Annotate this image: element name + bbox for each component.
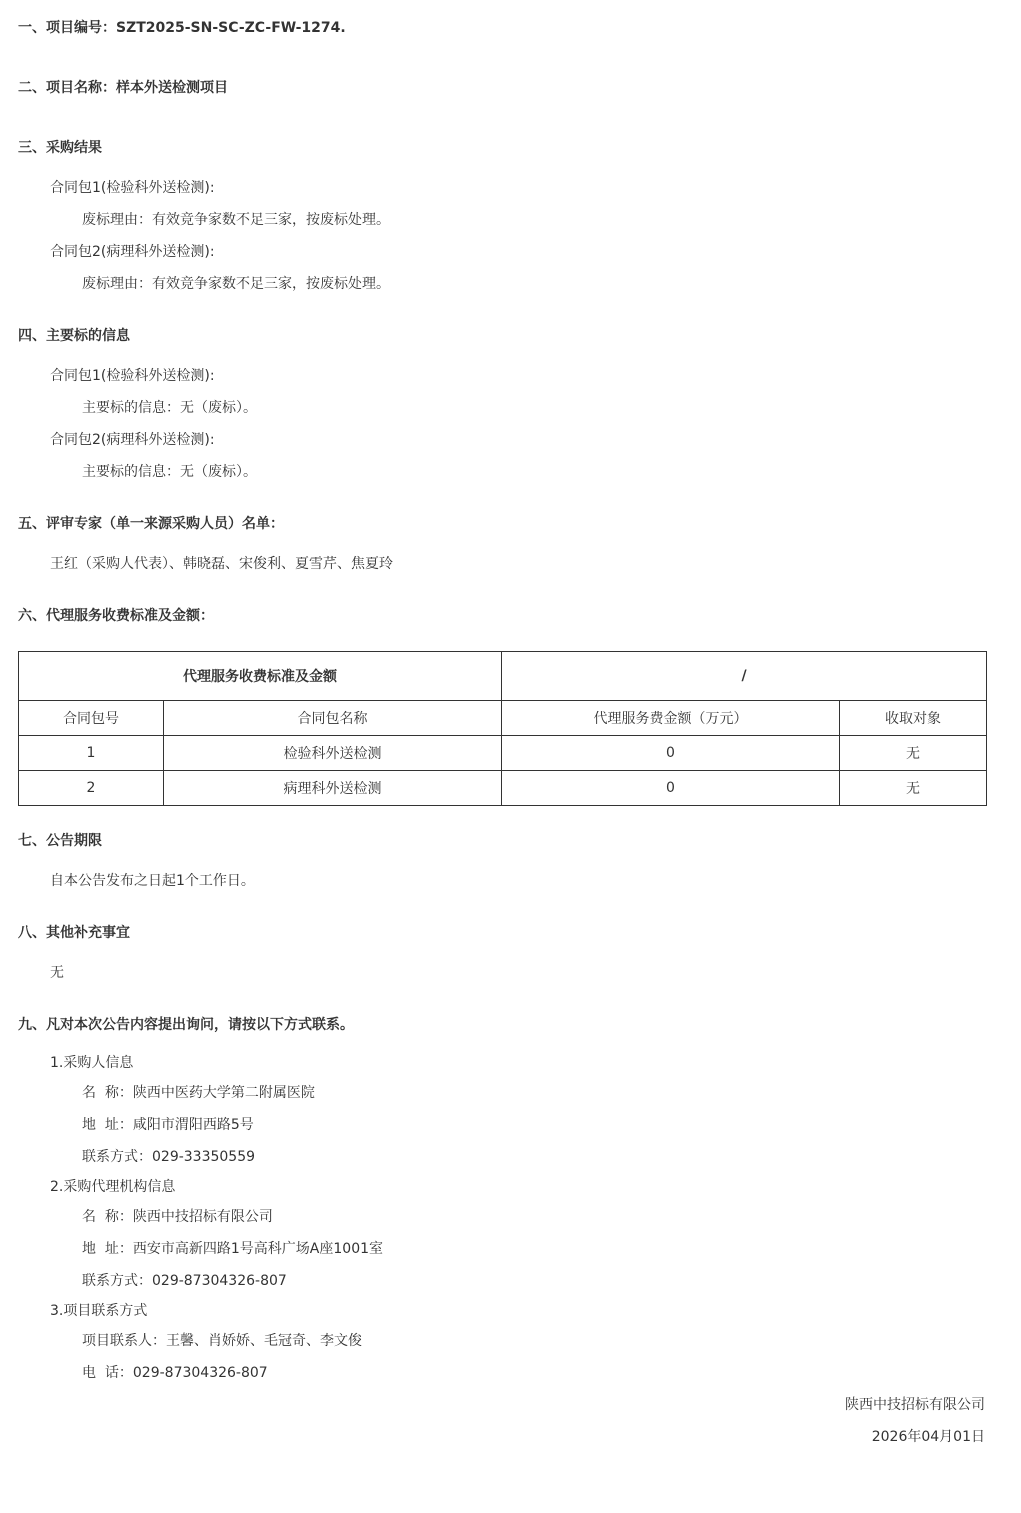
column-header: 合同包号 [19,701,164,736]
footer-company: 陕西中技招标有限公司 [845,1397,985,1413]
table-cell: 病理科外送检测 [164,771,502,806]
buyer-name: 名 称：陕西中医药大学第二附属医院 [82,1085,315,1101]
result-package-2: 合同包2(病理科外送检测): [50,244,215,260]
table-cell: 2 [19,771,164,806]
result-package-1: 合同包1(检验科外送检测): [50,180,215,196]
buyer-info-title: 1.采购人信息 [50,1055,134,1071]
agent-address: 地 址：西安市高新四路1号高科广场A座1001室 [82,1241,384,1257]
project-number: 一、项目编号：SZT2025-SN-SC-ZC-FW-1274. [18,20,346,36]
info-package-2-detail: 主要标的信息：无（废标）。 [82,464,257,480]
other-text: 无 [50,965,64,981]
agent-phone: 联系方式：029-87304326-807 [82,1273,287,1289]
buyer-address: 地 址：咸阳市渭阳西路5号 [82,1117,254,1133]
project-name: 二、项目名称：样本外送检测项目 [18,80,228,96]
project-contact-phone: 电 话：029-87304326-807 [82,1365,268,1381]
result-package-2-reason: 废标理由：有效竞争家数不足三家，按废标处理。 [82,276,390,292]
info-package-2: 合同包2(病理科外送检测): [50,432,215,448]
period-text: 自本公告发布之日起1个工作日。 [50,873,255,889]
section-title-main-info: 四、主要标的信息 [18,328,130,344]
agent-name: 名 称：陕西中技招标有限公司 [82,1209,273,1225]
table-cell: 检验科外送检测 [164,736,502,771]
section-title-contact: 九、凡对本次公告内容提出询问，请按以下方式联系。 [18,1017,354,1033]
info-package-1-detail: 主要标的信息：无（废标）。 [82,400,257,416]
section-title-other: 八、其他补充事宜 [18,925,130,941]
fee-table-header-right: / [502,652,987,701]
table-row [19,736,987,771]
table-cell: 无 [840,771,987,806]
table-cell: 1 [19,736,164,771]
fee-table-column-row [19,701,987,736]
column-header: 合同包名称 [164,701,502,736]
section-title-period: 七、公告期限 [18,833,102,849]
table-cell: 无 [840,736,987,771]
agent-info-title: 2.采购代理机构信息 [50,1179,176,1195]
fee-table [18,651,987,806]
table-cell: 0 [502,736,840,771]
expert-names: 王红（采购人代表）、韩晓磊、宋俊利、夏雪芹、焦夏玲 [50,556,393,572]
column-header: 代理服务费金额（万元） [502,701,840,736]
project-contact-title: 3.项目联系方式 [50,1303,148,1319]
section-title-experts: 五、评审专家（单一来源采购人员）名单： [18,516,284,532]
column-header: 收取对象 [840,701,987,736]
result-package-1-reason: 废标理由：有效竞争家数不足三家，按废标处理。 [82,212,390,228]
section-title-result: 三、采购结果 [18,140,102,156]
project-contact-people: 项目联系人：王馨、肖娇娇、毛冠奇、李文俊 [82,1333,362,1349]
table-row [19,771,987,806]
table-cell: 0 [502,771,840,806]
fee-table-header-row [19,652,987,701]
buyer-phone: 联系方式：029-33350559 [82,1149,256,1165]
footer-date: 2026年04月01日 [871,1429,985,1445]
section-title-fee: 六、代理服务收费标准及金额： [18,608,214,624]
fee-table-header-left: 代理服务收费标准及金额 [19,652,502,701]
info-package-1: 合同包1(检验科外送检测): [50,368,215,384]
